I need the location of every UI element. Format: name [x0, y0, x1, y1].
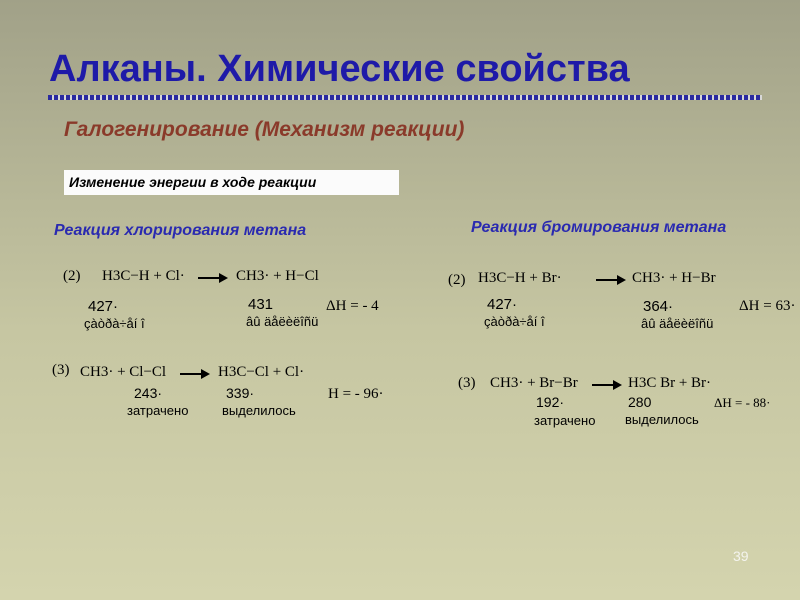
- chl-eq3-arrow: [180, 373, 208, 375]
- chl-eq2-delta-h: ΔH = - 4: [326, 298, 379, 314]
- chl-eq3-energy-released: 339·: [226, 385, 255, 401]
- chl-eq2-energy-spent: 427·: [88, 298, 119, 315]
- br-eq3-energy-released: 280: [628, 394, 652, 410]
- br-eq3-spent-word: затрачено: [534, 413, 596, 428]
- br-eq2-reactants: H3C−H + Br·: [478, 270, 562, 286]
- chl-eq3-products: H3C−Cl + Cl·: [218, 364, 305, 380]
- chl-eq3-number: (3): [52, 362, 70, 378]
- chl-eq3-reactants: CH3· + Cl−Cl: [80, 364, 167, 380]
- chl-eq3-delta-h: H = - 96·: [328, 386, 384, 402]
- title-underline: [48, 95, 762, 100]
- br-eq3-energy-spent: 192·: [536, 394, 565, 410]
- br-eq2-delta-h: ΔH = 63·: [739, 298, 796, 314]
- chl-eq3-spent-word: затрачено: [127, 403, 189, 418]
- bromination-heading: Реакция бромирования метана: [471, 219, 727, 236]
- br-eq3-released-word: выделилось: [625, 412, 699, 427]
- br-eq3-products: H3C Br + Br·: [628, 375, 712, 391]
- br-eq3-reactants: CH3· + Br−Br: [490, 375, 578, 391]
- br-eq2-arrow: [596, 279, 624, 281]
- br-eq2-energy-released: 364·: [643, 298, 674, 315]
- chl-eq2-products: CH3· + H−Cl: [236, 268, 319, 284]
- br-eq3-arrow: [592, 384, 620, 386]
- chl-eq2-arrow: [198, 277, 226, 279]
- br-eq3-delta-h: ΔH = - 88·: [714, 395, 771, 410]
- br-eq2-energy-spent: 427·: [487, 296, 518, 313]
- slide-title: Алканы. Химические свойства: [49, 48, 630, 90]
- page-number: 39: [733, 548, 749, 564]
- br-eq2-number: (2): [448, 272, 466, 288]
- chl-eq2-number: (2): [63, 268, 81, 284]
- chl-eq2-energy-released: 431: [248, 296, 274, 313]
- energy-change-box: Изменение энергии в ходе реакции: [64, 170, 399, 195]
- chl-eq3-released-word: выделилось: [222, 403, 296, 418]
- br-eq3-number: (3): [458, 375, 476, 391]
- chl-eq2-spent-word: çàòðà÷åí î: [84, 316, 145, 331]
- chlorination-heading: Реакция хлорирования метана: [54, 222, 307, 239]
- br-eq2-spent-word: çàòðà÷åí î: [484, 314, 545, 329]
- chl-eq3-energy-spent: 243·: [134, 385, 163, 401]
- chl-eq2-released-word: âû äåëèëîñü: [246, 314, 319, 329]
- br-eq2-released-word: âû äåëèëîñü: [641, 316, 714, 331]
- slide-subtitle: Галогенирование (Механизм реакции): [64, 118, 465, 141]
- chl-eq2-reactants: H3C−H + Cl·: [102, 268, 185, 284]
- br-eq2-products: CH3· + H−Br: [632, 270, 716, 286]
